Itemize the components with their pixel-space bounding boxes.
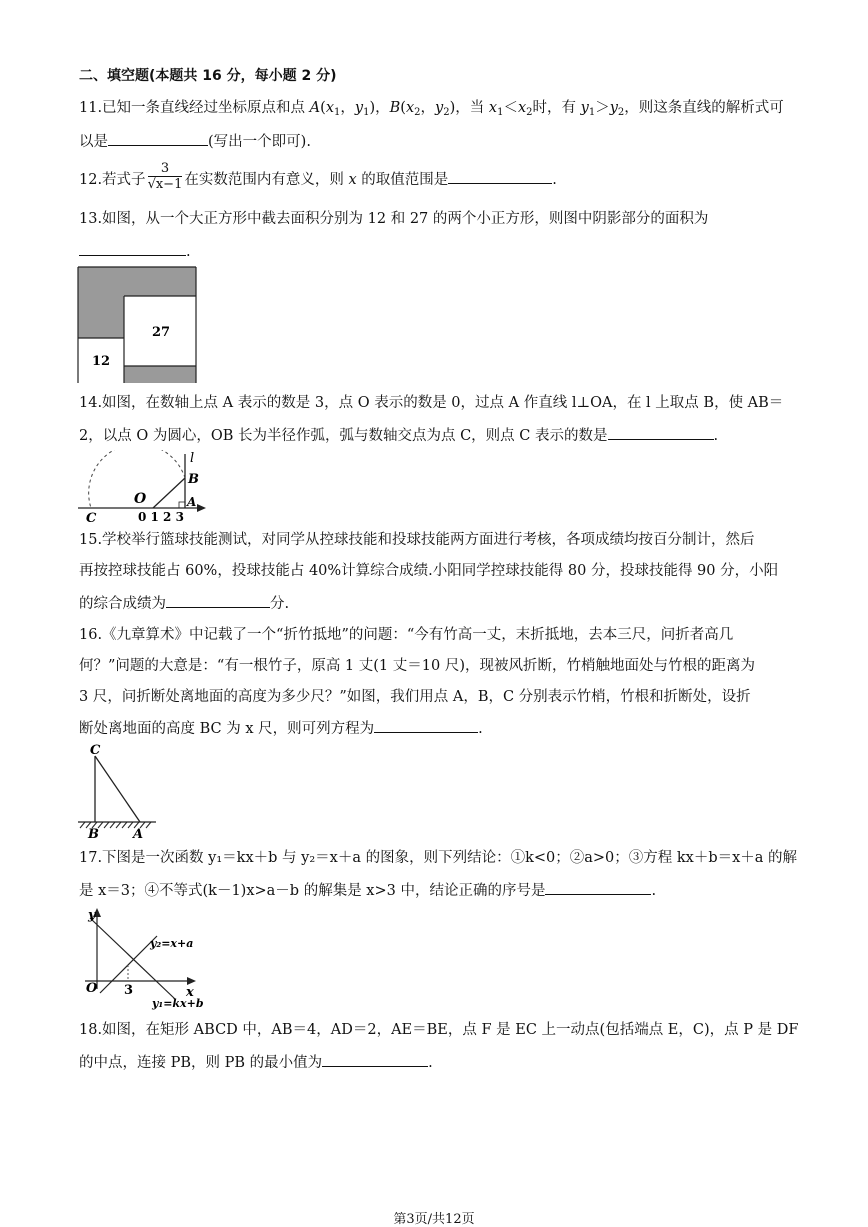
answer-blank-18[interactable] (322, 1051, 428, 1067)
page-footer: 第3页/共12页 (393, 1212, 475, 1227)
answer-blank-15[interactable] (166, 592, 270, 608)
question-11-line-1: 11.已知一条直线经过坐标原点和点 $A(x_1$，$y_1$)，$B(x_2$，$y_2$)，当 $x_1<x_2$时，有 $y_1>y_2$，则这条直线的解析式可 (79, 100, 784, 118)
label-y2: y₂=x+a (150, 937, 194, 950)
linear-function-figure (80, 903, 220, 1013)
question-15-line-2: 再按控球技能占 60%，投球技能占 40%计算综合成绩.小阳同学控球技能得 80 分，投球技能得 90 分，小阳 (79, 563, 779, 579)
question-14-line-2: 2，以点 O 为圆心，OB 长为半径作弧，弧与数轴交点为点 C，则点 C 表示的数是 . (79, 424, 718, 446)
question-14-line-1: 14.如图，在数轴上点 A 表示的数是 3，点 O 表示的数是 0，过点 A 作直线 l⊥OA，在 l 上取点 B，使 AB＝ (79, 395, 784, 411)
answer-blank-16[interactable] (374, 717, 478, 733)
question-18-line-1: 18.如图，在矩形 ABCD 中，AB＝4，AD＝2，AE＝BE，点 F 是 EC 上一动点(包括端点 E，C)，点 P 是 DF (79, 1022, 799, 1038)
question-13-line-1: 13.如图，从一个大正方形中截去面积分别为 12 和 27 的两个小正方形，则图中阴影部分的面积为 (79, 211, 709, 227)
question-13-line-2: . (79, 240, 191, 262)
answer-blank-12[interactable] (448, 168, 552, 184)
question-16-line-4: 断处离地面的高度 BC 为 x 尺，则可列方程为 . (79, 717, 483, 739)
number-line-figure (78, 450, 208, 525)
question-17-line-2: 是 x＝3；④不等式(k－1)x>a－b 的解集是 x>3 中，结论正确的序号是 . (79, 879, 656, 901)
question-11-line-2: 以是 (写出一个即可). (79, 130, 311, 152)
bamboo-figure (78, 742, 158, 840)
label-B: B (88, 827, 99, 840)
label-A: A (187, 495, 197, 509)
label-l: l (190, 451, 195, 466)
label-A: A (133, 827, 144, 840)
label-12: 12 (91, 354, 111, 369)
square-figure (77, 266, 199, 384)
question-15-line-1: 15.学校举行篮球技能测试，对同学从控球技能和投球技能两方面进行考核，各项成绩均按百分制计，然后 (79, 532, 755, 548)
answer-blank-14[interactable] (608, 424, 714, 440)
question-17-line-1: 17.下图是一次函数 y₁＝kx＋b 与 y₂＝x＋a 的图象，则下列结论：①k<0；②a>0；③方程 kx＋b＝x＋a 的解 (79, 850, 798, 866)
label-C: C (90, 743, 101, 758)
label-3: 3 (124, 983, 134, 998)
label-x: x (186, 985, 194, 1000)
fraction: $\frac{3}{√x-1}$ (147, 161, 183, 192)
label-y1: y₁=kx+b (152, 997, 204, 1010)
question-16-line-2: 何？”问题的大意是：“有一根竹子，原高 1 丈(1 丈＝10 尺)，现被风折断，竹梢触地面处与竹根的距离为 (79, 658, 755, 674)
label-O: O (134, 491, 147, 507)
question-15-line-3: 的综合成绩为 分. (79, 592, 289, 614)
label-y: y (88, 908, 96, 923)
label-B: B (188, 472, 199, 487)
answer-blank-13[interactable] (79, 240, 186, 256)
question-16-line-3: 3 尺，问折断处离地面的高度为多少尺？”如图，我们用点 A，B，C 分别表示竹梢，竹根和折断处，设折 (79, 689, 751, 705)
label-O: O (86, 981, 98, 996)
label-C: C (86, 511, 97, 525)
question-12: 12.若式子 $\frac{3}{√x-1}$ 在实数范围内有意义，则 x 的取值范围是 . (79, 161, 557, 192)
question-16-line-1: 16.《九章算术》中记载了一个“折竹抵地”的问题：“今有竹高一丈，末折抵地，去本三尺，问折者高几 (79, 627, 734, 643)
label-27: 27 (151, 325, 171, 340)
section-title: 二、填空题(本题共 16 分，每小题 2 分) (79, 68, 337, 84)
question-18-line-2: 的中点，连接 PB，则 PB 的最小值为 . (79, 1051, 433, 1073)
answer-blank-17[interactable] (545, 879, 651, 895)
tick-labels: 0 1 2 3 (138, 510, 184, 524)
answer-blank-11[interactable] (108, 130, 208, 146)
